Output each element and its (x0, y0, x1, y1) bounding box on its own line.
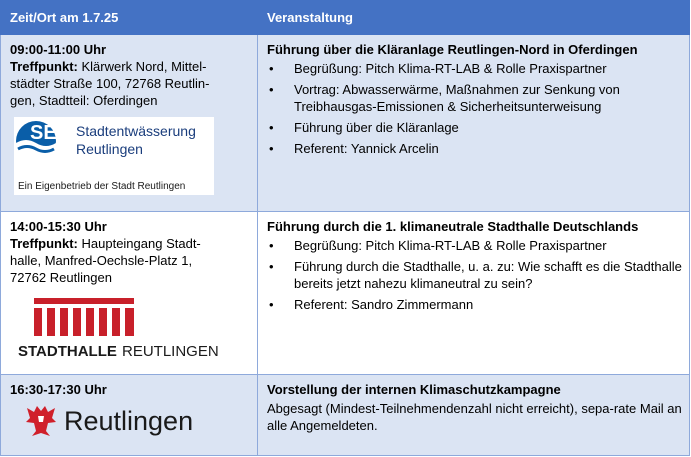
ser-logo-mark (14, 117, 214, 195)
list-item: • Begrüßung: Pitch Klima-RT-LAB & Rolle Praxispartner (269, 61, 607, 76)
bullet-icon: • (269, 297, 274, 312)
time-location-cell (1, 375, 258, 456)
bullet-icon: • (269, 61, 274, 76)
event-title: Führung über die Kläranlage Reutlingen-Nord in Oferdingen (267, 42, 638, 57)
event-agenda (267, 60, 683, 157)
reutlingen-eagle-icon (24, 404, 58, 438)
meeting-point (10, 235, 251, 286)
table-row (1, 35, 690, 212)
ser-logo (14, 117, 214, 195)
ser-line2: Reutlingen (76, 141, 143, 157)
meeting-label: Treffpunkt: (10, 59, 78, 74)
time-slot: 14:00-15:30 Uhr (10, 219, 107, 234)
stadthalle-columns-icon (34, 298, 134, 336)
meeting-line: gen, Stadtteil: Oferdingen (10, 93, 158, 108)
time-slot: 09:00-11:00 Uhr (10, 42, 107, 57)
meeting-label: Treffpunkt: (10, 236, 78, 251)
list-item: • Begrüßung: Pitch Klima-RT-LAB & Rolle Praxispartner (269, 238, 607, 253)
stadthalle-logo (16, 296, 251, 364)
meeting-point (10, 58, 251, 109)
meeting-line: Klärwerk Nord, Mittel- (77, 59, 207, 74)
time-location-cell (1, 35, 258, 212)
event-agenda (267, 237, 683, 313)
ser-caption: Ein Eigenbetrieb der Stadt Reutlingen (18, 181, 186, 192)
time-location-cell (1, 212, 258, 375)
list-item: • Referent: Yannick Arcelin (269, 141, 439, 156)
header-row (1, 1, 690, 35)
ser-line1: Stadtentwässerung (76, 123, 196, 139)
bullet-icon: • (269, 238, 274, 253)
meeting-line: halle, Manfred-Oechsle-Platz 1, (10, 253, 193, 268)
list-item: • Referent: Sandro Zimmermann (269, 297, 474, 312)
event-cell (258, 375, 690, 456)
header-event: Veranstaltung (258, 1, 690, 35)
event-title: Führung durch die 1. klimaneutrale Stadthalle Deutschlands (267, 219, 639, 234)
ser-mark-text: SER (30, 122, 72, 144)
header-time-location: Zeit/Ort am 1.7.25 (1, 1, 258, 35)
list-item: • Führung durch die Stadthalle, u. a. zu: Wie schafft es die Stadthalle bereits jetzt nahezu klimaneutral zu sein? (269, 259, 682, 291)
event-cell (258, 35, 690, 212)
reutlingen-wordmark: Reutlingen (64, 405, 194, 436)
table-row (1, 212, 690, 375)
time-slot: 16:30-17:30 Uhr (10, 382, 107, 397)
meeting-line: städter Straße 100, 72768 Reutlin- (10, 76, 210, 91)
meeting-line: 72762 Reutlingen (10, 270, 112, 285)
table-row (1, 375, 690, 456)
bullet-icon: • (269, 82, 274, 97)
stadthalle-word1: STADTHALLE (18, 343, 117, 360)
event-cell (258, 212, 690, 375)
bullet-icon: • (269, 141, 274, 156)
bullet-icon: • (269, 259, 274, 274)
list-item: • Vortrag: Abwasserwärme, Maßnahmen zur Senkung von Treibhausgas-Emissionen & Sicherheitsunterweisung (269, 82, 620, 114)
meeting-line: Haupteingang Stadt- (77, 236, 201, 251)
event-note: Abgesagt (Mindest-Teilnehmendenzahl nicht erreicht), sepa-rate Mail an alle Angemeldeten. (267, 401, 682, 433)
stadthalle-logo-mark (16, 296, 226, 360)
list-item: • Führung über die Kläranlage (269, 120, 459, 135)
stadthalle-word2: REUTLINGEN (122, 343, 219, 360)
bullet-icon: • (269, 120, 274, 135)
event-title: Vorstellung der internen Klimaschutzkampagne (267, 382, 561, 397)
reutlingen-logo (24, 404, 251, 438)
